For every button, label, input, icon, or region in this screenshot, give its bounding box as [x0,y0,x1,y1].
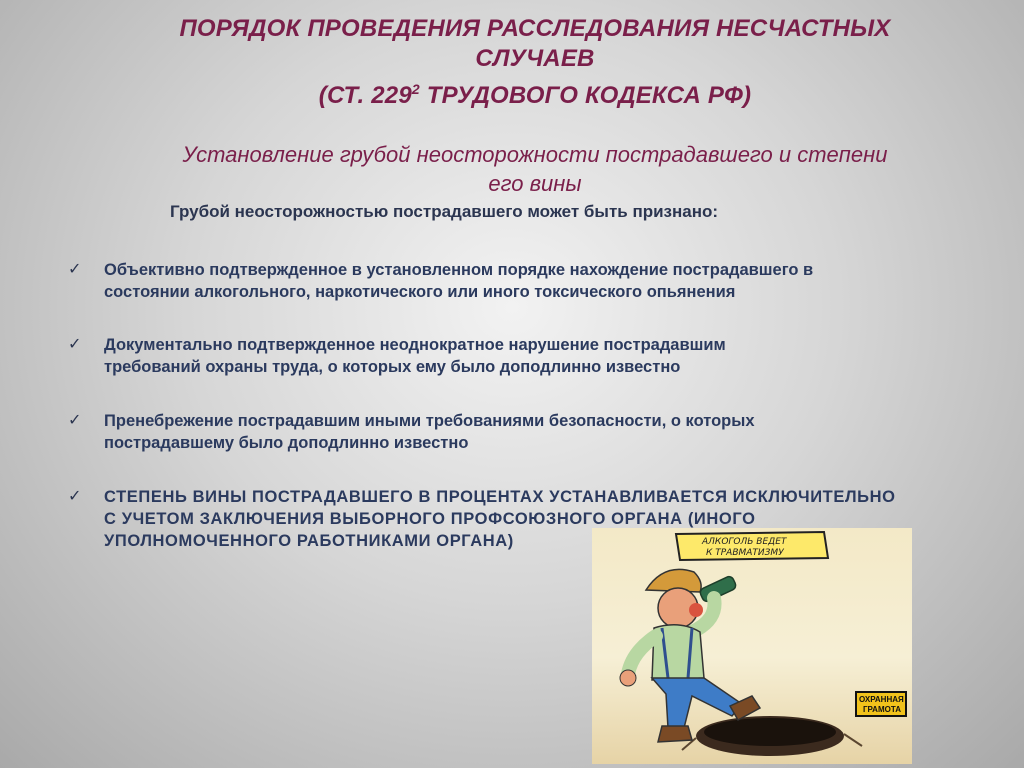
title-line-3 [120,74,950,111]
title-line-3-before: (СТ. 229 [318,82,412,109]
list-item-line: состоянии алкогольного, наркотического или иного токсического опьянения [104,283,736,301]
slide-subtitle [110,140,960,198]
drunk-worker-cartoon [592,528,912,764]
title-line-2: СЛУЧАЕВ [475,45,595,72]
checkmark-icon: ✓ [68,336,82,353]
list-item-line: требований охраны труда, о которых ему было доподлинно известно [104,358,681,376]
title-line-3-after: ТРУДОВОГО КОДЕКСА РФ) [419,82,752,109]
left-boot-shape [658,726,692,742]
list-item-line: пострадавшему было доподлинно известно [104,434,469,452]
stamp-text-line-2: ГРАМОТА [863,705,901,714]
list-item-line: УПОЛНОМОЧЕННОГО РАБОТНИКАМИ ОРГАНА) [104,532,514,550]
subtitle-line-1: Установление грубой неосторожности пострадавшего и степени [182,142,888,167]
list-item [68,334,978,378]
checkmark-icon: ✓ [68,488,82,505]
cartoon-illustration [592,528,912,764]
list-item-line: Документально подтвержденное неоднократное нарушение пострадавшим [104,336,726,354]
stamp-badge [856,692,906,716]
title-line-1: ПОРЯДОК ПРОВЕДЕНИЯ РАССЛЕДОВАНИЯ НЕСЧАСТНЫХ [179,15,891,42]
checkmark-icon: ✓ [68,261,82,278]
list-item-text [104,259,813,303]
nose-shape [689,603,703,617]
sign-text-line-2: К ТРАВМАТИЗМУ [706,548,784,558]
sign-text-line-1: АЛКОГОЛЬ ВЕДЕТ [702,537,787,547]
list-item [68,259,978,303]
list-item-line: Объективно подтвержденное в установленном порядке нахождение пострадавшего в [104,261,814,279]
list-item-line: Пренебрежение пострадавшим иными требованиями безопасности, о которых [104,412,755,430]
checkmark-icon: ✓ [68,412,82,429]
list-item-line: С УЧЕТОМ ЗАКЛЮЧЕНИЯ ВЫБОРНОГО ПРОФСОЮЗНОГО ОРГАНА (ИНОГО [104,510,756,528]
hole-inner-shape [704,718,836,746]
slide-title [120,14,950,111]
list-item-text [104,410,755,454]
lead-text: Грубой неосторожностью пострадавшего может быть признано: [170,202,719,221]
stamp-text-line-1: ОХРАННАЯ [859,695,904,704]
list-item-text [104,334,726,378]
list-item-line: СТЕПЕНЬ ВИНЫ ПОСТРАДАВШЕГО В ПРОЦЕНТАХ УСТАНАВЛИВАЕТСЯ ИСКЛЮЧИТЕЛЬНО [104,488,896,506]
hand-shape [620,670,636,686]
subtitle-line-2: его вины [488,171,582,196]
title-superscript: 2 [411,81,420,97]
list-item [68,410,978,454]
sign-bubble [676,532,828,560]
